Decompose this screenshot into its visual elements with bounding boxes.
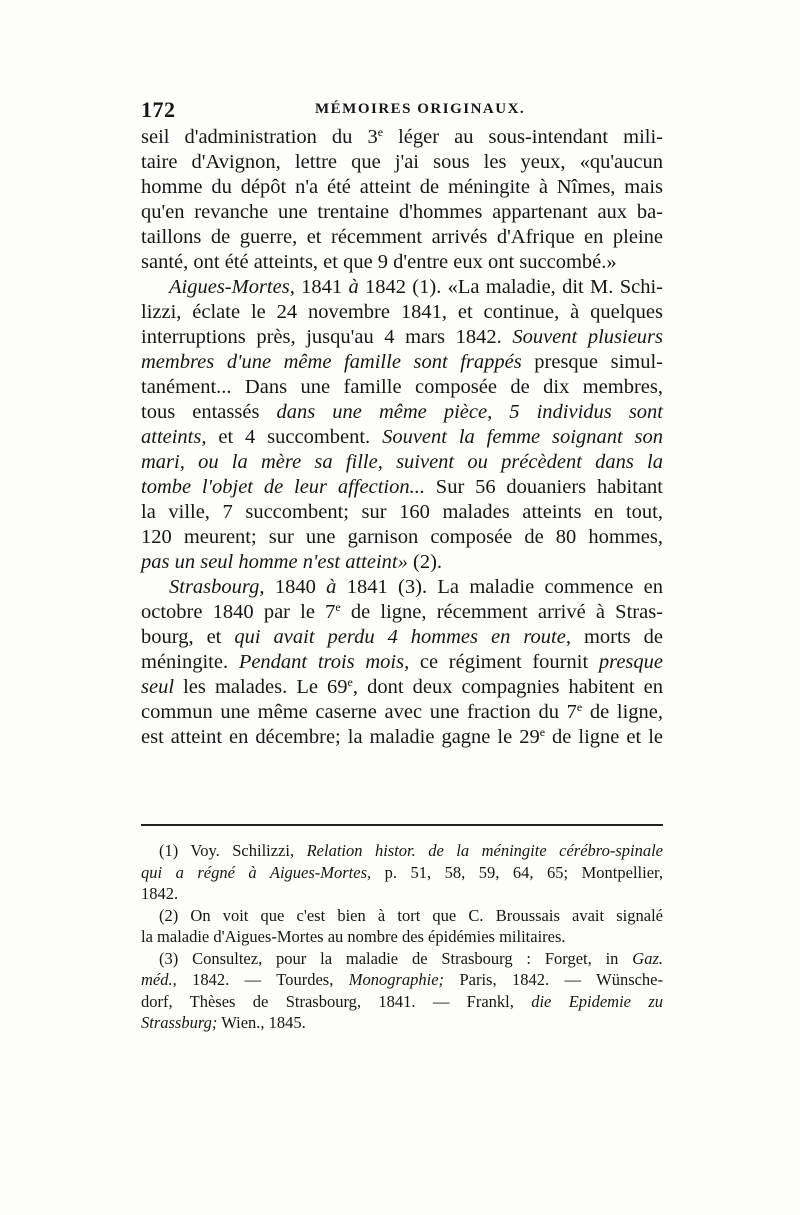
text-line: commun une même caserne avec une fraction du 7e de ligne, [141, 700, 664, 723]
text-line: santé, ont été atteints, et que 9 d'entre eux ont succombé.» [141, 251, 617, 273]
page-number: 172 [141, 97, 176, 122]
text-line: tous entassés dans une même pièce, 5 individus sont [141, 401, 663, 423]
text-line: taire d'Avignon, lettre que j'ai sous les yeux, «qu'aucun [141, 151, 663, 173]
footnote-line: 1842. [141, 884, 179, 903]
text-line: méningite. Pendant trois mois, ce régiment fournit presque [141, 651, 664, 673]
text-line: seul les malades. Le 69e, dont deux compagnies habitent en [141, 675, 664, 698]
body-text [141, 125, 663, 750]
footnote-line: qui a régné à Aigues-Mortes, p. 51, 58, 59, 64, 65; Montpellier, [141, 862, 663, 882]
text-line: seil d'administration du 3e léger au sous-intendant mili- [141, 125, 663, 148]
text-line: membres d'une même famille sont frappés presque simul- [141, 351, 663, 373]
running-head: MÉMOIRES ORIGINAUX. [315, 101, 526, 117]
text-line: lizzi, éclate le 24 novembre 1841, et continue, à quelques [141, 301, 663, 323]
footnote-line: (1) Voy. Schilizzi, Relation histor. de la méningite cérébro-spinale [159, 841, 663, 860]
text-line: qu'en revanche une trentaine d'hommes appartenant aux ba- [141, 201, 663, 223]
footnote-divider [141, 824, 663, 826]
text-line: tanément... Dans une famille composée de dix membres, [141, 376, 663, 398]
text-line: Aigues-Mortes, 1841 à 1842 (1). «La maladie, dit M. Schi- [169, 276, 663, 298]
footnote-line: Strassburg; Wien., 1845. [141, 1013, 306, 1032]
footnote-line: méd., 1842. — Tourdes, Monographie; Paris, 1842. — Wünsche- [141, 970, 664, 989]
text-line: 120 meurent; sur une garnison composée de 80 hommes, [141, 526, 663, 548]
footnotes [141, 840, 663, 1034]
text-line: pas un seul homme n'est atteint» (2). [141, 551, 443, 573]
text-line: homme du dépôt n'a été atteint de méningite à Nîmes, mais [141, 176, 663, 198]
text-line: bourg, et qui avait perdu 4 hommes en route, morts de [141, 626, 663, 648]
text-line: atteints, et 4 succombent. Souvent la femme soignant son [141, 426, 663, 448]
text-line: octobre 1840 par le 7e de ligne, récemment arrivé à Stras- [141, 600, 663, 623]
text-line: est atteint en décembre; la maladie gagne le 29e de ligne et le [141, 725, 663, 748]
text-line: la ville, 7 succombent; sur 160 malades atteints en tout, [141, 501, 663, 523]
text-line: Strasbourg, 1840 à 1841 (3). La maladie commence en [169, 576, 664, 598]
text-line: tombe l'objet de leur affection... Sur 56 douaniers habitant [141, 476, 663, 498]
text-line: taillons de guerre, et récemment arrivés d'Afrique en pleine [141, 226, 663, 248]
footnote-line: (3) Consultez, pour la maladie de Strasbourg : Forget, in Gaz. [159, 948, 663, 968]
footnote-line: dorf, Thèses de Strasbourg, 1841. — Frankl, die Epidemie zu [141, 991, 664, 1011]
text-line: interruptions près, jusqu'au 4 mars 1842. Souvent plusieurs [141, 326, 663, 348]
text-line: mari, ou la mère sa fille, suivent ou précèdent dans la [141, 451, 663, 473]
footnote-line: la maladie d'Aigues-Mortes au nombre des épidémies militaires. [141, 927, 566, 946]
footnote-line: (2) On voit que c'est bien à tort que C. Broussais avait signalé [159, 905, 663, 925]
